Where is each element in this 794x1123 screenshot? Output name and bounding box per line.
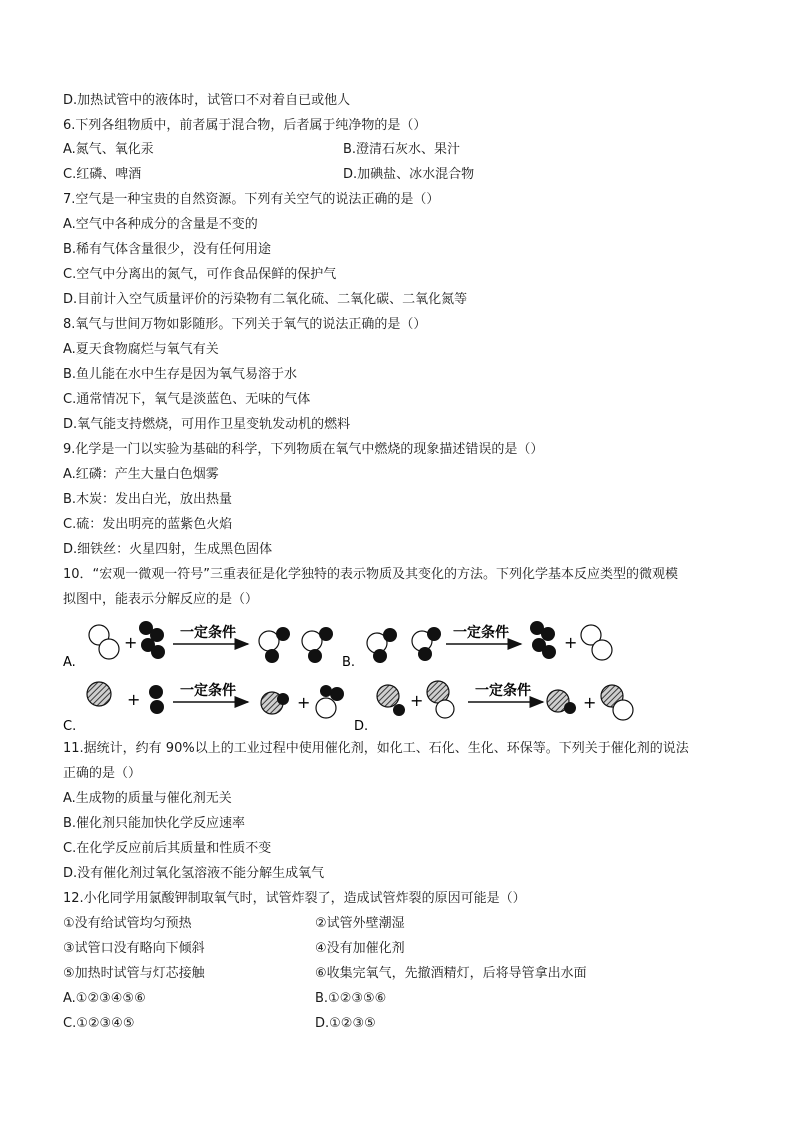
q12-item-2: ②试管外壁潮湿: [315, 916, 405, 931]
option-b-label: B.: [342, 655, 356, 670]
arrow-label: 一定条件: [475, 683, 531, 699]
q10-stem-line2: 拟图中，能表示分解反应的是（）: [63, 592, 259, 607]
q12-option-d: D.①②③⑤: [315, 1016, 376, 1031]
plus-sign: +: [410, 691, 424, 710]
q7-option-a: A.空气中各种成分的含量是不变的: [63, 217, 258, 232]
q7-option-d: D.目前计入空气质量评价的污染物有二氧化硫、二氧化碳、二氧化氮等: [63, 292, 468, 307]
q8-option-d: D.氧气能支持燃烧，可用作卫星变轨发动机的燃料: [63, 417, 351, 432]
option-d-reaction: [377, 681, 633, 720]
plus-sign: +: [127, 690, 141, 709]
q12-item-5: ⑤加热时试管与灯芯接触: [63, 966, 205, 981]
q11-stem-line2: 正确的是（）: [63, 766, 142, 781]
q8-option-c: C.通常情况下，氧气是淡蓝色、无味的气体: [63, 392, 311, 407]
q11-option-a: A.生成物的质量与催化剂无关: [63, 791, 232, 806]
q6-option-b: B.澄清石灰水、果汁: [343, 142, 461, 157]
q10-reaction-diagrams: [60, 612, 750, 738]
q10-stem-line1: 10．“宏观一微观一符号”三重表征是化学独特的表示物质及其变化的方法。下列化学基本反应类型的微观模: [63, 567, 679, 582]
option-a-label: A.: [63, 655, 76, 670]
arrow-label: 一定条件: [180, 683, 236, 699]
plus-sign: +: [124, 633, 138, 652]
q9-stem: 9.化学是一门以实验为基础的科学，下列物质在氧气中燃烧的现象描述错误的是（）: [63, 442, 544, 457]
plus-sign: +: [564, 633, 578, 652]
q12-item-6: ⑥收集完氧气，先撤酒精灯，后将导管拿出水面: [315, 966, 587, 981]
q9-option-a: A.红磷：产生大量白色烟雾: [63, 467, 219, 482]
q7-option-c: C.空气中分离出的氮气，可作食品保鲜的保护气: [63, 267, 337, 282]
q9-option-c: C.硫：发出明亮的蓝紫色火焰: [63, 517, 233, 532]
option-a-reaction: [89, 621, 333, 663]
q11-option-b: B.催化剂只能加快化学反应速率: [63, 816, 246, 831]
q8-stem: 8.氧气与世间万物如影随形。下列关于氧气的说法正确的是（）: [63, 317, 427, 332]
option-b-reaction: [367, 621, 612, 663]
q9-option-d: D.细铁丝：火星四射，生成黑色固体: [63, 542, 273, 557]
q7-option-b: B.稀有气体含量很少，没有任何用途: [63, 242, 272, 257]
option-c-reaction: [87, 682, 344, 718]
q6-option-d: D.加碘盐、冰水混合物: [343, 167, 475, 182]
q12-option-c: C.①②③④⑤: [63, 1016, 135, 1031]
q9-option-b: B.木炭：发出白光，放出热量: [63, 492, 233, 507]
q12-stem: 12.小化同学用氯酸钾制取氧气时，试管炸裂了，造成试管炸裂的原因可能是（）: [63, 891, 526, 906]
plus-sign: +: [297, 693, 311, 712]
q12-option-a: A.①②③④⑤⑥: [63, 991, 146, 1006]
q12-item-4: ④没有加催化剂: [315, 941, 405, 956]
q8-option-a: A.夏天食物腐烂与氧气有关: [63, 342, 219, 357]
q5-option-d: D.加热试管中的液体时，试管口不对着自已或他人: [63, 93, 351, 108]
q12-item-1: ①没有给试管均匀预热: [63, 916, 192, 931]
option-c-label: C.: [63, 719, 77, 734]
option-d-label: D.: [354, 719, 369, 734]
q6-option-a: A.氮气、氧化汞: [63, 142, 154, 157]
arrow-label: 一定条件: [453, 625, 509, 641]
arrow-label: 一定条件: [180, 625, 236, 641]
q12-item-3: ③试管口没有略向下倾斜: [63, 941, 205, 956]
q6-option-c: C.红磷、啤酒: [63, 167, 142, 182]
q12-option-b: B.①②③⑤⑥: [315, 991, 387, 1006]
q11-stem-line1: 11.据统计，约有 90%以上的工业过程中使用催化剂，如化工、石化、生化、环保等。下列关于催化剂的说法: [63, 741, 689, 756]
q6-stem: 6.下列各组物质中，前者属于混合物，后者属于纯净物的是（）: [63, 118, 427, 133]
q11-option-c: C.在化学反应前后其质量和性质不变: [63, 841, 272, 856]
q8-option-b: B.鱼儿能在水中生存是因为氧气易溶于水: [63, 367, 298, 382]
plus-sign: +: [583, 693, 597, 712]
q7-stem: 7.空气是一种宝贵的自然资源。下列有关空气的说法正确的是（）: [63, 192, 440, 207]
q11-option-d: D.没有催化剂过氧化氢溶液不能分解生成氧气: [63, 866, 325, 881]
